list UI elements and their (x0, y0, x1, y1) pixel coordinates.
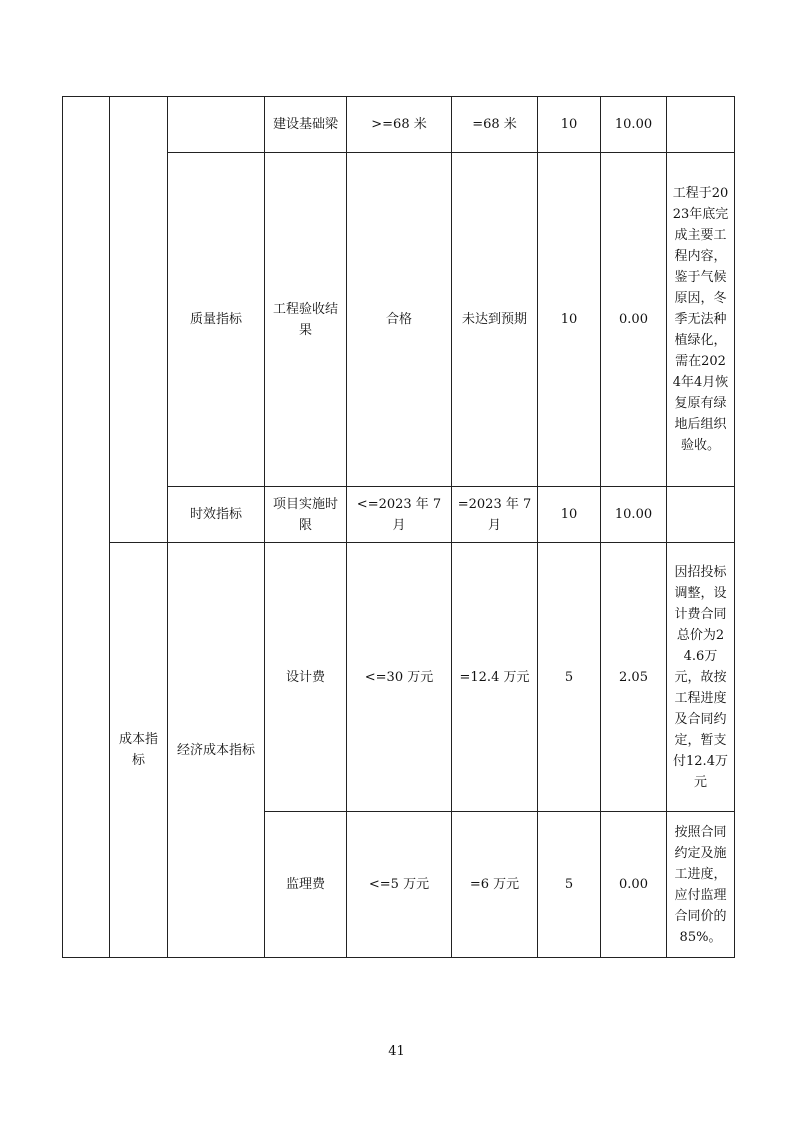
actual-cell: =12.4 万元 (452, 543, 538, 812)
table-row (63, 97, 735, 153)
score-cell: 0.00 (601, 812, 667, 958)
level1-cell (63, 97, 110, 958)
weight-cell: 10 (538, 97, 601, 153)
table-row (63, 543, 735, 812)
category-cell: 质量指标 (168, 153, 265, 487)
actual-cell: 未达到预期 (452, 153, 538, 487)
target-cell: 合格 (347, 153, 452, 487)
score-cell: 10.00 (601, 97, 667, 153)
page-number: 41 (388, 1044, 405, 1059)
weight-cell: 10 (538, 153, 601, 487)
indicator-cell: 建设基础梁 (265, 97, 347, 153)
indicator-cell: 设计费 (265, 543, 347, 812)
weight-cell: 10 (538, 487, 601, 543)
performance-table (62, 96, 735, 958)
indicator-cell: 项目实施时限 (265, 487, 347, 543)
category-cell: 经济成本指标 (168, 543, 265, 958)
score-cell: 0.00 (601, 153, 667, 487)
actual-cell: =2023 年 7 月 (452, 487, 538, 543)
score-cell: 2.05 (601, 543, 667, 812)
note-cell (667, 97, 735, 153)
note-cell: 按照合同约定及施工进度，应付监理合同价的85%。 (667, 812, 735, 958)
actual-cell: =6 万元 (452, 812, 538, 958)
level3-cell (168, 97, 265, 153)
level2-cell (110, 97, 168, 543)
level2-cell: 成本指标 (110, 543, 168, 958)
weight-cell: 5 (538, 812, 601, 958)
actual-cell: =68 米 (452, 97, 538, 153)
target-cell: >=68 米 (347, 97, 452, 153)
score-cell: 10.00 (601, 487, 667, 543)
target-cell: <=2023 年 7 月 (347, 487, 452, 543)
weight-cell: 5 (538, 543, 601, 812)
note-cell (667, 487, 735, 543)
note-cell: 工程于2023年底完成主要工程内容，鉴于气候原因，冬季无法种植绿化，需在2024年4月恢复原有绿地后组织验收。 (667, 153, 735, 487)
note-cell: 因招投标调整，设计费合同总价为24.6万元，故按工程进度及合同约定，暂支付12.4万元 (667, 543, 735, 812)
target-cell: <=30 万元 (347, 543, 452, 812)
indicator-cell: 监理费 (265, 812, 347, 958)
category-cell: 时效指标 (168, 487, 265, 543)
indicator-cell: 工程验收结果 (265, 153, 347, 487)
target-cell: <=5 万元 (347, 812, 452, 958)
